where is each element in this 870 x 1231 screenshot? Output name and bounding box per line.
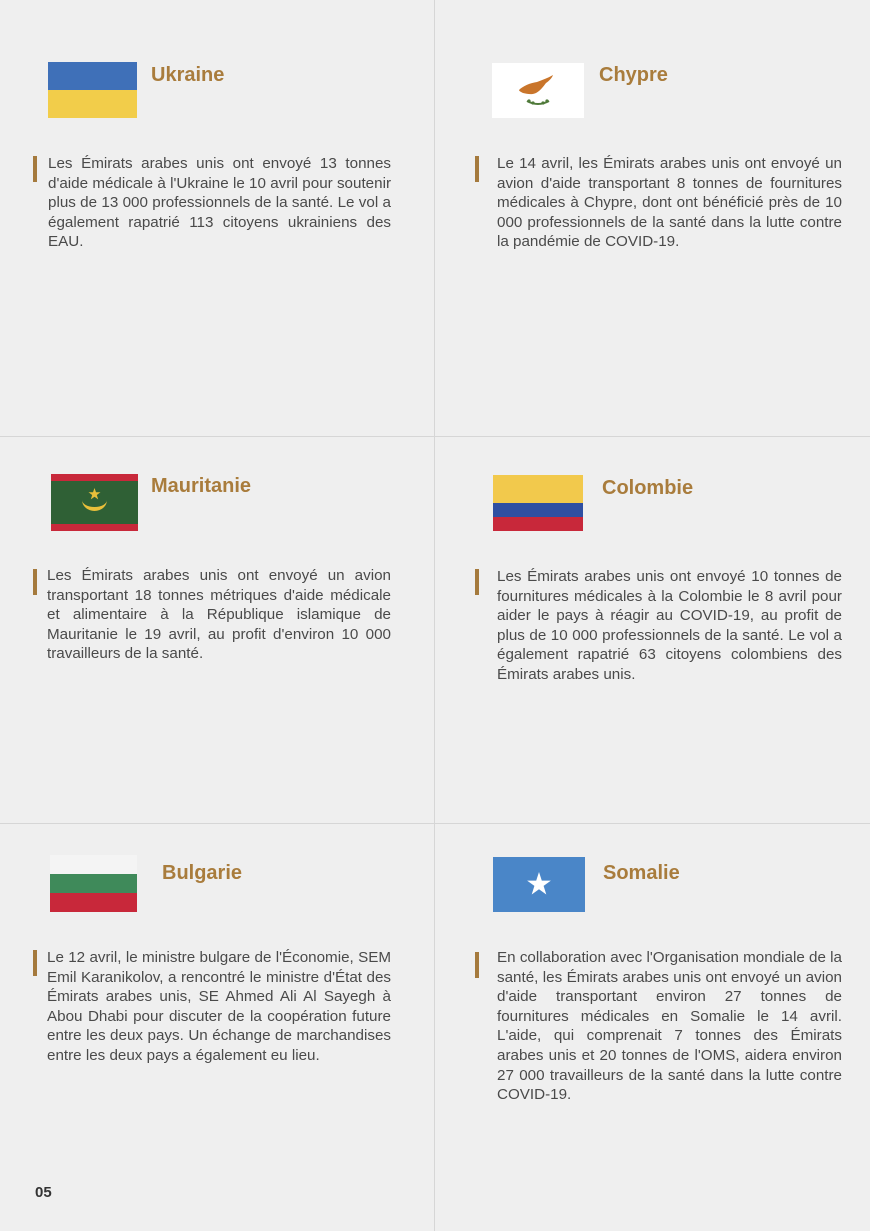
country-card-ukraine [0,0,435,386]
country-name: Chypre [599,64,668,86]
colombia-flag-icon [493,475,583,531]
country-description: Le 14 avril, les Émirats arabes unis ont envoyé un avion d'aide transportant 8 tonnes de fournitures médicales à Chypre, dont ont bénéficié près de 10 000 professionnels de la santé dans la lutte contre la pandémie de COVID-19. [497,155,842,251]
accent-bar [475,156,479,182]
country-card-mauritania [0,437,435,823]
country-name: Ukraine [151,64,225,86]
ukraine-flag-icon [48,62,137,118]
mauritania-flag-icon [51,474,138,531]
accent-bar [33,950,37,976]
country-card-bulgaria [0,824,435,1210]
country-card-cyprus [435,0,870,386]
country-description: En collaboration avec l'Organisation mondiale de la santé, les Émirats arabes unis ont envoyé un avion d'aide transportant environ 27 tonnes de fournitures médicales en Somalie le 14 avril. L'aide, qui comprenait 7 tonnes des Émirats arabes unis et 20 tonnes de l'OMS, aidera environ 27 000 travailleurs de la santé dans la lutte contre COVID-19. [497,949,842,1104]
accent-bar [33,569,37,595]
country-name: Bulgarie [162,862,243,884]
cyprus-flag-icon [492,63,584,118]
bulgaria-flag-icon [50,855,137,912]
country-description: Les Émirats arabes unis ont envoyé 10 tonnes de fournitures médicales à la Colombie le 8 avril pour aider le pays à réagir au COVID-19, au profit de plus de 10 000 professionnels de la santé. Le vol a également rapatrié 63 citoyens colombiens des Émirats arabes unis. [497,568,842,683]
country-description: Les Émirats arabes unis ont envoyé un avion transportant 18 tonnes métriques d'aide médicale et alimentaire à la République islamique de Mauritanie le 19 avril, au profit d'environ 10 000 travailleurs de la santé. [47,567,391,663]
accent-bar [475,952,479,978]
country-description: Le 12 avril, le ministre bulgare de l'Économie, SEM Emil Karanikolov, a rencontré le ministre d'État des Émirats arabes unis, SE Ahmed Ali Al Sayegh à Abou Dhabi pour discuter de la coopération future entre les deux pays. Un échange de marchandises entre les deux pays a également eu lieu. [47,949,391,1064]
page-number: 05 [35,1184,52,1201]
accent-bar [475,569,479,595]
accent-bar [33,156,37,182]
country-name: Somalie [603,862,680,884]
country-card-somalia [435,824,870,1210]
country-name: Mauritanie [151,475,252,497]
somalia-flag-icon [493,857,585,912]
country-name: Colombie [602,477,694,499]
country-description: Les Émirats arabes unis ont envoyé 13 tonnes d'aide médicale à l'Ukraine le 10 avril pour soutenir plus de 13 000 professionnels de la santé. Le vol a également rapatrié 113 citoyens ukrainiens des EAU. [48,155,391,251]
country-card-colombia [435,437,870,823]
